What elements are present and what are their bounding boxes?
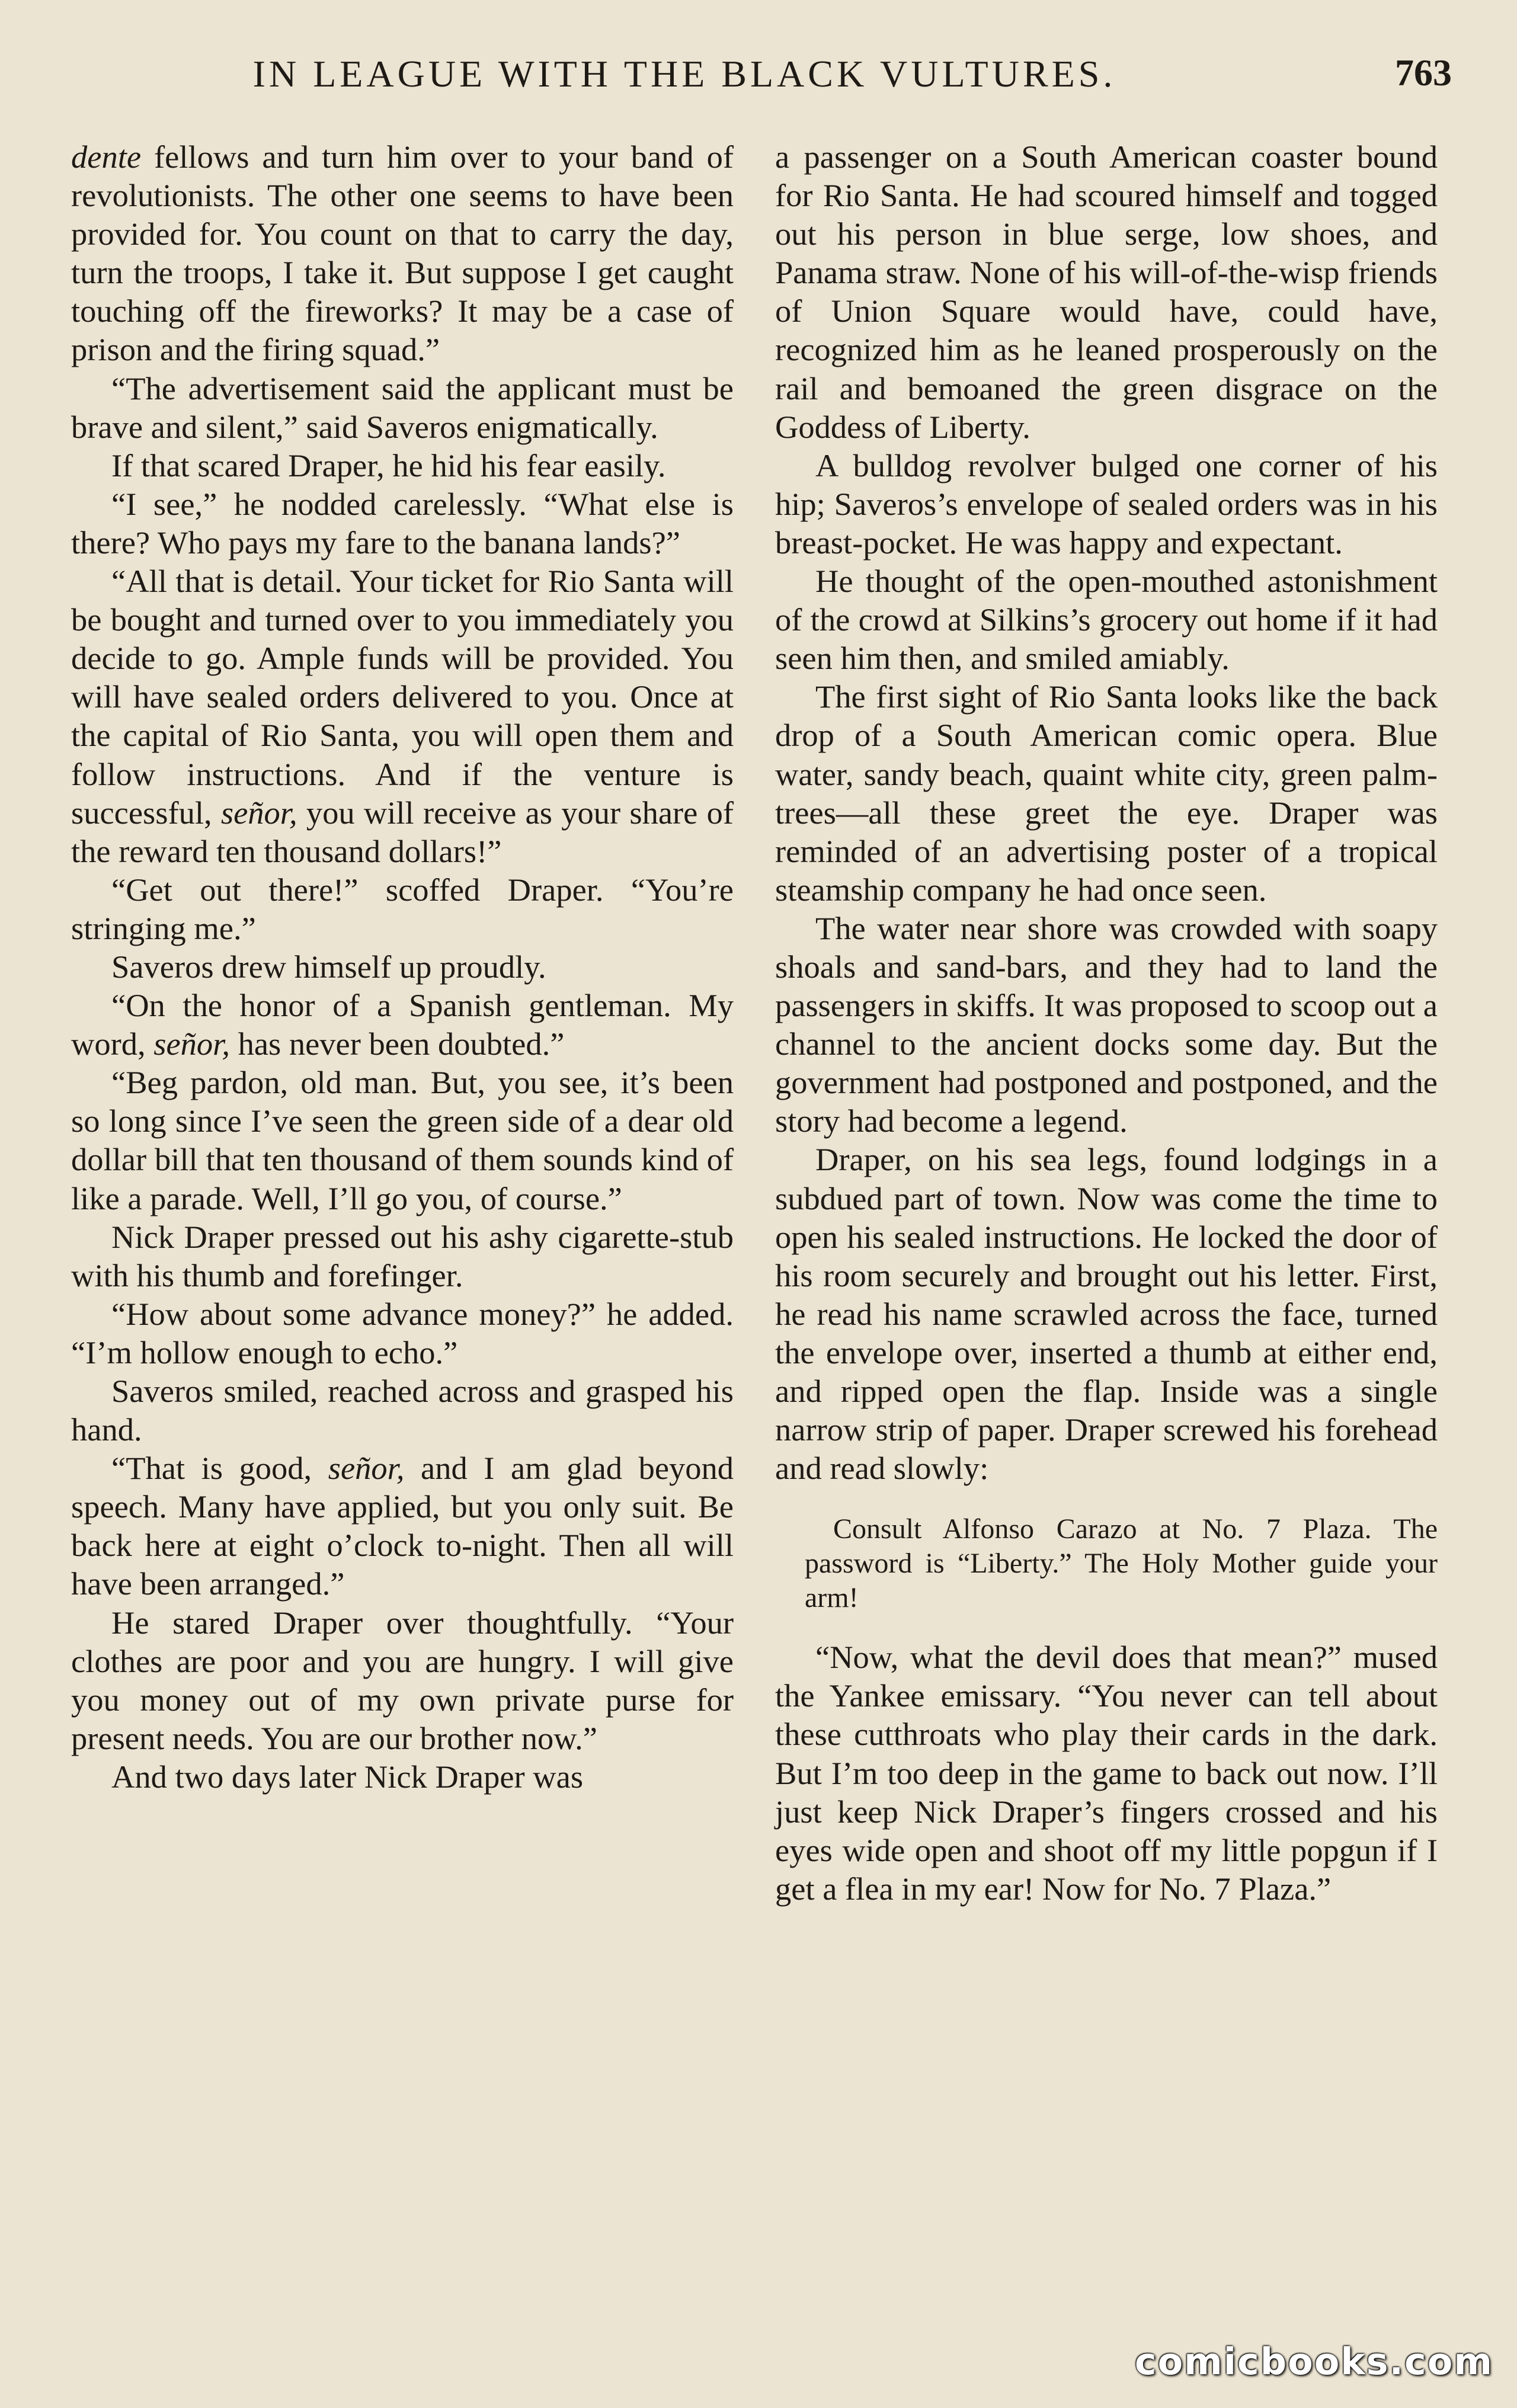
running-header <box>71 52 1452 105</box>
paragraph: Saveros drew himself up proudly. <box>111 948 546 985</box>
paragraph <box>71 137 734 369</box>
paragraph: “How about some advance money?” he added. “I’m hollow enough to echo.” <box>71 1295 734 1370</box>
paragraph: “Now, what the devil does that mean?” mused the Yankee emissary. “You never can tell about these cutthroats who play their cards in the dark. But I’m too deep in the game to back out now. I’ll just keep Nick Draper’s fingers crossed and his eyes wide open and shoot off my little popgun if I get a flea in my ear! Now for No. 7 Plaza.” <box>775 1639 1438 1907</box>
paragraph: Saveros smiled, reached across and grasped his hand. <box>71 1373 734 1448</box>
paragraph: “Get out there!” scoffed Draper. “You’re stringing me.” <box>71 871 734 946</box>
paragraph: “I see,” he nodded carelessly. “What else is there? Who pays my fare to the banana lands?” <box>71 485 734 561</box>
italic-word: dente <box>71 139 142 175</box>
left-column <box>71 137 734 1796</box>
paragraph: He stared Draper over thoughtfully. “Your clothes are poor and you are hungry. I will give you money out of my own private purse for present needs. You are our brother now.” <box>71 1604 734 1756</box>
paragraph <box>71 562 734 870</box>
paragraph: The first sight of Rio Santa looks like the back drop of a South American comic opera. Blue water, sandy beach, quaint white city, green palm-trees—all these greet the eye. Draper was reminded of an advertising poster of a tropical steamship company he had once seen. <box>775 678 1438 908</box>
paragraph-text: and I am glad beyond speech. Many have applied, but you only suit. Be back here at eight o’clock to-night. Then all will have been arranged.” <box>71 1450 734 1602</box>
paragraph <box>71 986 734 1063</box>
paragraph-text: “That is good, <box>111 1450 312 1487</box>
paragraph-text: you will receive as your share of the reward ten thousand dollars!” <box>71 794 734 869</box>
paragraph-text: “On the honor of a Spanish gentleman. My word, <box>71 987 734 1062</box>
paragraph: And two days later Nick Draper was <box>111 1758 584 1795</box>
paragraph: “The advertisement said the applicant must be brave and silent,” said Saveros enigmatically. <box>71 370 734 445</box>
right-column <box>775 137 1438 1908</box>
paragraph: a passenger on a South American coaster bound for Rio Santa. He had scoured himself and togged out his person in blue serge, low shoes, and Panama straw. None of his will-of-the-wisp friends of Union Square would have, could have, recognized him as he leaned prosperously on the rail and bemoaned the green disgrace on the Goddess of Liberty. <box>775 139 1438 445</box>
paragraph: A bulldog revolver bulged one corner of his hip; Saveros’s envelope of sealed orders was in his breast-pocket. He was happy and expectant. <box>775 447 1438 561</box>
paragraph: If that scared Draper, he hid his fear easily. <box>111 447 666 483</box>
italic-word: señor, <box>153 1026 230 1062</box>
paragraph <box>71 1449 734 1603</box>
italic-word: señor, <box>220 794 297 831</box>
paragraph: The water near shore was crowded with soapy shoals and sand-bars, and they had to land the passengers in skiffs. It was proposed to scoop out a channel to the ancient docks some day. But the government had postponed and postponed, and the story had become a legend. <box>775 910 1438 1139</box>
paragraph-text: fellows and turn him over to your band of revolutionists. The other one seems to have been provided for. You count on that to carry the day, turn the troops, I take it. But suppose I get caught touching off the fireworks? It may be a case of prison and the firing squad.” <box>71 139 734 368</box>
italic-word: señor, <box>328 1450 405 1487</box>
watermark: comicbooks.com <box>1134 2340 1493 2383</box>
paragraph: “Beg pardon, old man. But, you see, it’s been so long since I’ve seen the green side of a dear old dollar bill that ten thousand of them sounds kind of like a parade. Well, I’ll go you, of course.” <box>71 1064 734 1216</box>
paragraph-text: has never been doubted.” <box>238 1026 565 1062</box>
paragraph-text: “All that is detail. Your ticket for Rio Santa will be bought and turned over to you immediately you decide to go. Ample funds will be provided. You will have sealed orders delivered to you. Once at the capital of Rio Santa, you will open them and follow instructions. And if the venture is successful, <box>71 563 734 831</box>
paragraph: He thought of the open-mouthed astonishment of the crowd at Silkins’s grocery out home if it had seen him then, and smiled amiably. <box>775 563 1438 677</box>
quoted-letter <box>775 1512 1438 1615</box>
running-title: IN LEAGUE WITH THE BLACK VULTURES. <box>252 53 1116 95</box>
paragraph: Draper, on his sea legs, found lodgings in a subdued part of town. Now was come the time to open his sealed instructions. He locked the door of his room securely and brought out his letter. First, he read his name scrawled across the face, turned the envelope over, inserted a thumb at either end, and ripped open the flap. Inside was a single narrow strip of paper. Draper screwed his forehead and read slowly: <box>775 1141 1438 1487</box>
paragraph: Nick Draper pressed out his ashy cigarette-stub with his thumb and forefinger. <box>71 1218 734 1293</box>
letter-text: Consult Alfonso Carazo at No. 7 Plaza. The password is “Liberty.” The Holy Mother guide your arm! <box>805 1513 1438 1614</box>
page-number: 763 <box>1395 52 1452 94</box>
